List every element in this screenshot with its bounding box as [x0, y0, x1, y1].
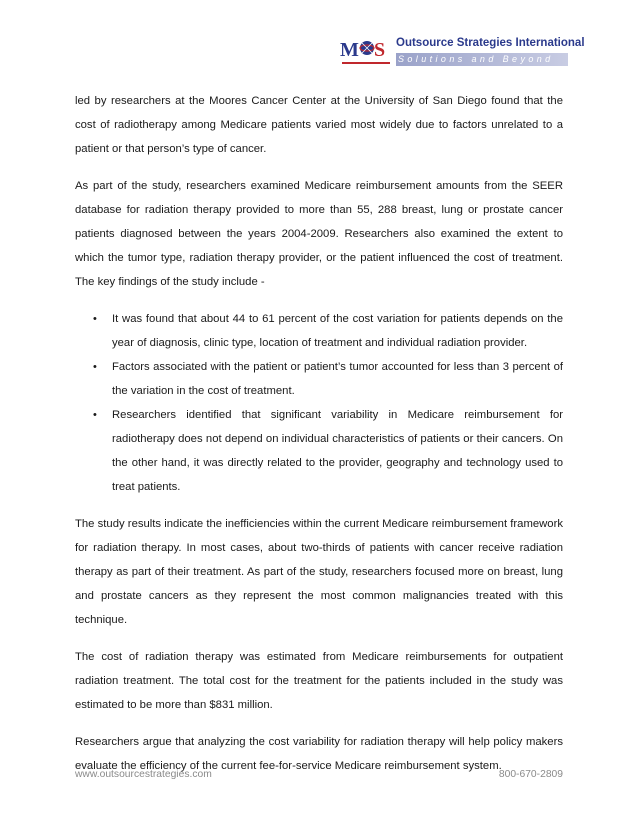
list-item — [93, 355, 563, 403]
bullet-icon: • — [93, 313, 97, 325]
mos-logo-icon — [340, 34, 392, 70]
page-footer — [75, 769, 563, 785]
article-body — [75, 89, 563, 778]
footer-phone: 800-670-2809 — [498, 769, 563, 780]
list-item-text: It was found that about 44 to 61 percent of the cost variation for patients depends on the year of diagnosis, clinic type, location of treatment and individual radiation provider. — [112, 313, 563, 349]
bullet-icon: • — [93, 361, 97, 373]
company-logo — [340, 34, 585, 70]
paragraph-study: As part of the study, researchers examined Medicare reimbursement amounts from the SEER database for radiation therapy provided to more than 55, 288 breast, lung or prostate cancer patients diagnosed between the years 2004-2009. Researchers also examined the extent to which the tumor type, radiation therapy provider, or the patient influenced the cost of treatment. The key findings of the study include - — [75, 180, 563, 288]
bullet-icon: • — [93, 409, 97, 421]
paragraph-conclusion: Researchers argue that analyzing the cost variability for radiation therapy will help policy makers evaluate the efficiency of the current fee-for-service Medicare reimbursement system. — [75, 736, 563, 772]
list-item-text: Factors associated with the patient or patient’s tumor accounted for less than 3 percent of the variation in the cost of treatment. — [112, 361, 563, 397]
svg-text:S: S — [374, 39, 386, 61]
key-findings-list — [75, 307, 563, 499]
page-header — [0, 0, 638, 72]
list-item — [93, 307, 563, 355]
footer-website-link[interactable]: www.outsourcestrategies.com — [75, 769, 212, 780]
list-item — [93, 403, 563, 499]
brand-name: Outsource Strategies International — [396, 37, 585, 49]
paragraph-intro: led by researchers at the Moores Cancer Center at the University of San Diego found that the cost of radiotherapy among Medicare patients varied most widely due to factors unrelated to a patient or that person’s type of cancer. — [75, 95, 563, 155]
svg-text:M: M — [340, 39, 359, 61]
brand-tagline: Solutions and Beyond — [398, 54, 554, 64]
paragraph-results: The study results indicate the inefficiencies within the current Medicare reimbursement framework for radiation therapy. In most cases, about two-thirds of patients with cancer receive radiation therapy as part of their treatment. As part of the study, researchers focused more on breast, lung and prostate cancers as they represent the most common malignancies treated with this technique. — [75, 518, 563, 626]
paragraph-cost: The cost of radiation therapy was estimated from Medicare reimbursements for outpatient radiation treatment. The total cost for the treatment for the patients included in the study was estimated to be more than $831 million. — [75, 651, 563, 711]
list-item-text: Researchers identified that significant variability in Medicare reimbursement for radiotherapy does not depend on individual characteristics of patients or their cancers. On the other hand, it was directly related to the provider, geography and technology used to treat patients. — [112, 409, 563, 493]
